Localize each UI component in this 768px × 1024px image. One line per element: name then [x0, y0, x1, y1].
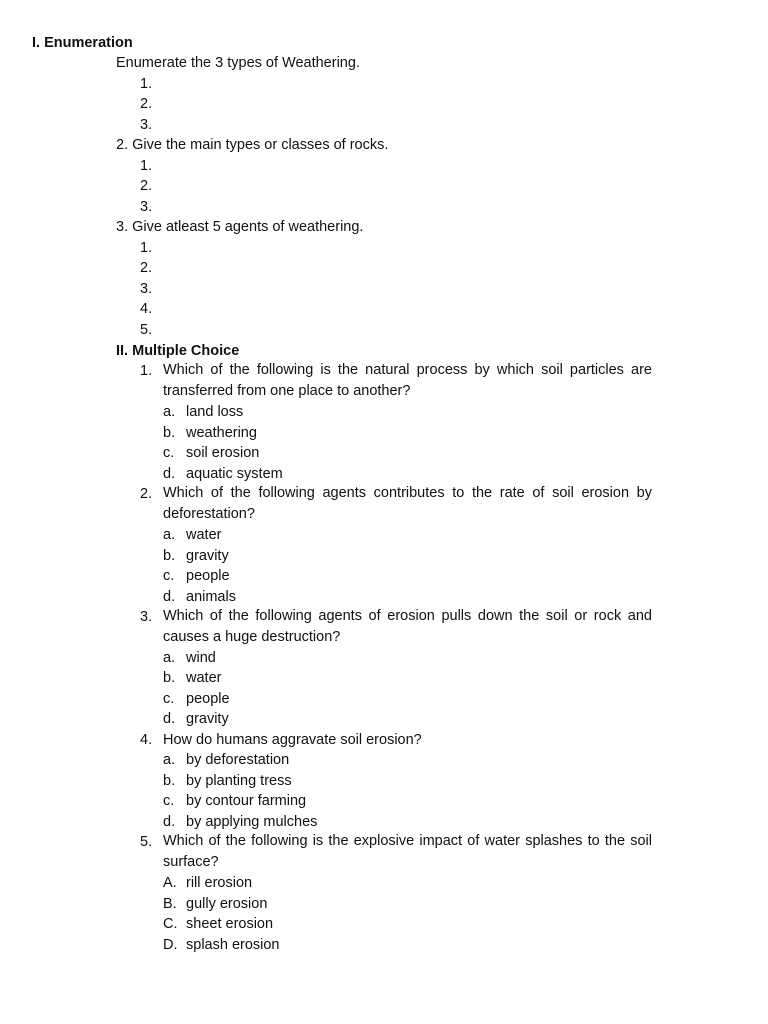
mc-question-text: Which of the following agents contributes to the rate of soil erosion by deforestation?: [163, 485, 652, 522]
enum-question-1: Enumerate the 3 types of Weathering.: [116, 55, 360, 71]
choice-text: by applying mulches: [186, 814, 318, 830]
answer-blank: 2.: [140, 260, 153, 276]
choice-text: water: [186, 527, 222, 543]
choice-letter: d.: [163, 711, 176, 727]
choice-letter: c.: [163, 691, 175, 707]
choice-letter: b.: [163, 773, 176, 789]
choice-letter: c.: [163, 445, 175, 461]
answer-blank: 1.: [140, 76, 153, 92]
choice-text: soil erosion: [186, 445, 260, 461]
choice-text: gully erosion: [186, 896, 268, 912]
answer-blank: 2.: [140, 96, 153, 112]
choice-text: animals: [186, 589, 236, 605]
choice-text: land loss: [186, 404, 244, 420]
mc-question-text: Which of the following is the natural process by which soil particles are transferred from one place to another?: [163, 362, 652, 399]
mc-question-number: 5.: [140, 834, 153, 850]
choice-letter: D.: [163, 937, 178, 953]
choice-text: gravity: [186, 711, 229, 727]
choice-text: rill erosion: [186, 875, 253, 891]
answer-blank: 3.: [140, 281, 153, 297]
answer-blank: 1.: [140, 240, 153, 256]
choice-text: weathering: [186, 425, 257, 441]
answer-blank: 4.: [140, 301, 153, 317]
choice-letter: a.: [163, 752, 176, 768]
mc-question-number: 1.: [140, 363, 153, 379]
choice-text: water: [186, 670, 222, 686]
mc-question-text: Which of the following is the explosive impact of water splashes to the soil surface?: [163, 833, 652, 870]
answer-blank: 3.: [140, 117, 153, 133]
choice-text: by planting tress: [186, 773, 292, 789]
answer-blank: 3.: [140, 199, 153, 215]
section-heading-multiple-choice: II. Multiple Choice: [116, 343, 240, 359]
choice-letter: a.: [163, 404, 176, 420]
choice-letter: B.: [163, 896, 177, 912]
enum-question-2: 2. Give the main types or classes of rocks.: [116, 137, 389, 153]
choice-letter: c.: [163, 568, 175, 584]
answer-blank: 5.: [140, 322, 153, 338]
choice-text: by deforestation: [186, 752, 290, 768]
mc-question-number: 3.: [140, 609, 153, 625]
choice-text: sheet erosion: [186, 916, 274, 932]
choice-letter: b.: [163, 548, 176, 564]
choice-text: wind: [186, 650, 216, 666]
choice-text: people: [186, 691, 230, 707]
choice-letter: d.: [163, 466, 176, 482]
mc-question-text: How do humans aggravate soil erosion?: [163, 732, 422, 748]
choice-letter: C.: [163, 916, 178, 932]
choice-text: people: [186, 568, 230, 584]
choice-text: aquatic system: [186, 466, 283, 482]
choice-text: splash erosion: [186, 937, 280, 953]
section-heading-enumeration: I. Enumeration: [32, 35, 133, 51]
choice-text: gravity: [186, 548, 229, 564]
answer-blank: 2.: [140, 178, 153, 194]
choice-letter: a.: [163, 527, 176, 543]
mc-question-text: Which of the following agents of erosion pulls down the soil or rock and causes a huge destruction?: [163, 608, 652, 645]
answer-blank: 1.: [140, 158, 153, 174]
choice-letter: d.: [163, 589, 176, 605]
enum-question-3: 3. Give atleast 5 agents of weathering.: [116, 219, 364, 235]
choice-letter: b.: [163, 670, 176, 686]
choice-letter: c.: [163, 793, 175, 809]
choice-letter: b.: [163, 425, 176, 441]
mc-question-number: 4.: [140, 732, 153, 748]
choice-letter: a.: [163, 650, 176, 666]
choice-letter: A.: [163, 875, 177, 891]
choice-letter: d.: [163, 814, 176, 830]
choice-text: by contour farming: [186, 793, 307, 809]
mc-question-number: 2.: [140, 486, 153, 502]
